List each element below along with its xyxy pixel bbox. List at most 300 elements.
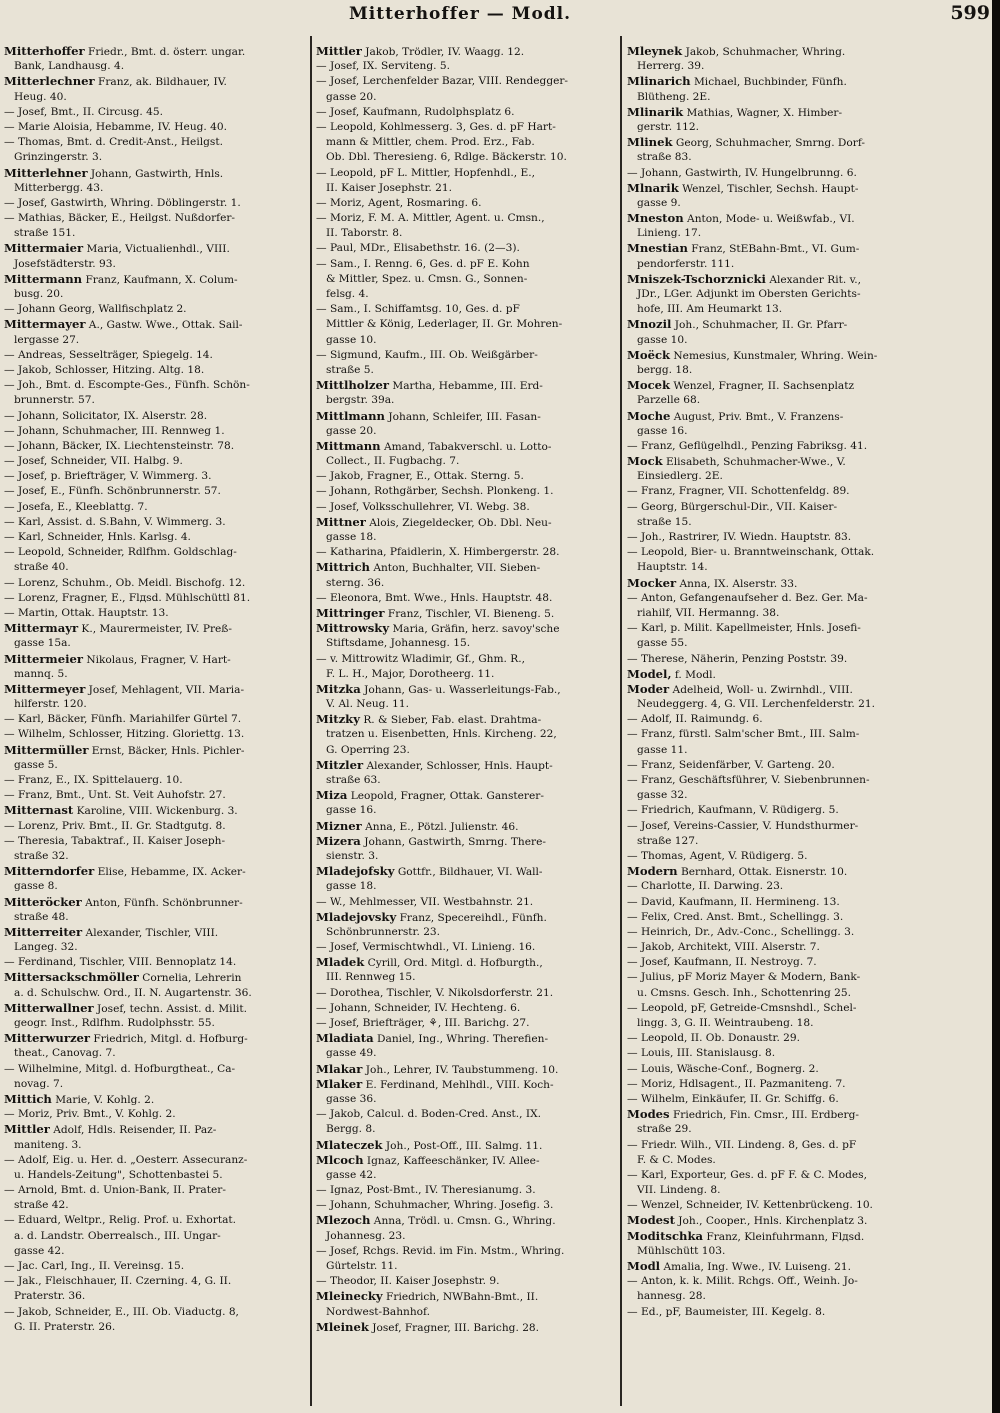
entry-text: — Joh., Rastrirer, IV. Wiedn. Hauptstr. 83. [627, 531, 852, 543]
entry-headword-line [316, 910, 620, 925]
entry-text: maniteng. 3. [14, 1138, 82, 1151]
surname-headword: Mittrowsky [316, 621, 390, 636]
entry-line [316, 697, 620, 712]
entry-line [316, 196, 620, 211]
entry-text: Cornelia, Lehrerin [138, 972, 242, 985]
entry-text: a. d. Landstr. Oberrealsch., III. Ungar- [14, 1229, 221, 1242]
entry-line [4, 530, 308, 545]
entry-line [627, 1244, 931, 1259]
entry-text: Ignaz, Kaffeeschänker, IV. Allee- [363, 1154, 540, 1167]
entry-text: II. Taborstr. 8. [326, 227, 403, 240]
entry-text: — Jakob, Architekt, VIII. Alserstr. 7. [627, 941, 820, 954]
entry-text: — Karl, Bäcker, Fünfh. Mariahilfer Gürtel 7. [4, 713, 242, 726]
entry-line [316, 636, 620, 651]
entry-line [627, 196, 931, 211]
entry-text: — Jakob, Schlosser, Hitzing. Altg. 18. [4, 363, 205, 376]
entry-text: — Sam., I. Schiffamtsg. 10, Ges. d. pF [316, 303, 520, 316]
entry-text: — Thomas, Bmt. d. Credit-Anst., Heilgst. [4, 136, 223, 149]
entry-headword-line [316, 439, 620, 454]
surname-headword: Moëck [627, 347, 671, 362]
entry-text: straße 127. [637, 834, 699, 847]
entry-text: — W., Mehlmesser, VII. Westbahnstr. 21. [316, 895, 534, 908]
entry-headword-line [4, 241, 308, 256]
entry-line [627, 743, 931, 758]
surname-headword: Miza [316, 788, 348, 803]
entry-line [316, 1107, 620, 1122]
entry-text: — Jakob, Fragner, E., Ottak. Sterng. 5. [316, 470, 524, 483]
entry-line [316, 150, 620, 165]
entry-line [4, 1320, 308, 1335]
entry-headword-line [627, 576, 931, 591]
entry-headword-line [627, 1229, 931, 1244]
entry-line [4, 1107, 308, 1122]
entry-line [4, 1244, 308, 1259]
entry-line [627, 849, 931, 864]
entry-text: gerstr. 112. [637, 120, 700, 133]
entry-line [4, 424, 308, 439]
entry-line [316, 333, 620, 348]
entry-line [4, 59, 308, 74]
surname-headword: Model, [627, 666, 672, 681]
entry-text: — Anton, Gefangenaufseher d. Bez. Ger. Ma- [627, 591, 868, 604]
entry-headword-line [4, 803, 308, 818]
entry-line [316, 1016, 620, 1031]
entry-line [4, 819, 308, 834]
entry-headword-line [316, 1031, 620, 1046]
entry-text: straße 63. [326, 774, 381, 786]
entry-headword-line [316, 682, 620, 697]
surname-headword: Mittler [4, 1122, 50, 1137]
entry-text: Leopold, Fragner, Ottak. Gansterer- [347, 790, 544, 803]
entry-text: — Josefa, E., Kleeblattg. 7. [4, 500, 148, 513]
entry-line [627, 1274, 931, 1289]
entry-line [627, 302, 931, 317]
entry-line [627, 895, 931, 910]
entry-headword-line [4, 1092, 308, 1107]
surname-headword: Modes [627, 1107, 670, 1122]
entry-text: Wenzel, Fragner, II. Sachsenplatz [670, 380, 855, 393]
entry-text: — Wilhelm, Einkäufer, II. Gr. Schiffg. 6. [627, 1092, 839, 1105]
entry-text: — Josef, E., Fünfh. Schönbrunnerstr. 57. [4, 485, 221, 498]
entry-text: Collect., II. Fugbachg. 7. [326, 455, 460, 468]
entry-text: lingg. 3, G. II. Weintraubeng. 18. [637, 1017, 814, 1029]
entry-text: — Leopold, Schneider, Rdlfhm. Goldschlag- [4, 546, 237, 559]
surname-headword: Mock [627, 454, 663, 469]
entry-line [316, 363, 620, 378]
entry-headword-line [627, 1107, 931, 1122]
entry-line [4, 1305, 308, 1320]
entry-text: — Franz, E., IX. Spittelauerg. 10. [4, 774, 183, 786]
entry-line [316, 970, 620, 985]
entry-text: theat., Canovag. 7. [14, 1047, 116, 1060]
entry-text: Josef, techn. Assist. d. Milit. [93, 1002, 247, 1015]
surname-headword: Mnestian [627, 241, 688, 256]
entry-headword-line [4, 895, 308, 910]
surname-headword: Mittermeyer [4, 681, 86, 696]
entry-text: straße 42. [14, 1199, 69, 1212]
entry-text: u. Cmsns. Gesch. Inh., Schottenring 25. [637, 986, 852, 999]
entry-text: — Thomas, Agent, V. Rüdigerg. 5. [627, 849, 808, 862]
entry-text: Jakob, Trödler, IV. Waagg. 12. [361, 46, 525, 58]
entry-text: Johann, Gas- u. Wasserleitungs-Fab., [360, 683, 561, 696]
entry-text: Johannesg. 23. [326, 1229, 406, 1242]
entry-text: Hauptstr. 14. [637, 561, 708, 574]
entry-headword-line [4, 925, 308, 940]
entry-headword-line [316, 1138, 620, 1153]
entry-headword-line [316, 606, 620, 621]
entry-text: a. d. Schulschw. Ord., II. N. Augartenstr. 36. [14, 986, 252, 999]
entry-text: — Johann, Schuhmacher, III. Rennweg 1. [4, 424, 225, 437]
entry-text: straße 151. [14, 227, 76, 240]
entry-line [316, 849, 620, 864]
entry-text: — Franz, Geschäftsführer, V. Siebenbrunnen- [627, 774, 870, 786]
entry-text: gasse 8. [14, 880, 58, 893]
entry-headword-line [4, 1031, 308, 1046]
entry-text: Franz, Tischler, VI. Bieneng. 5. [384, 607, 555, 620]
entry-text: — Eduard, Weltpr., Relig. Prof. u. Exhortat. [4, 1214, 237, 1227]
entry-line [627, 1046, 931, 1061]
entry-line [627, 879, 931, 894]
column-middle [316, 44, 620, 1404]
entry-line [316, 576, 620, 591]
entry-text: Mathias, Wagner, X. Himber- [683, 106, 843, 119]
entry-line [4, 1016, 308, 1031]
entry-text: — Franz, Seidenfärber, V. Garteng. 20. [627, 758, 835, 771]
entry-text: August, Priv. Bmt., V. Franzens- [670, 410, 844, 423]
entry-line [316, 986, 620, 1001]
entry-line [627, 120, 931, 135]
entry-text: F. L. H., Major, Dorotheerg. 11. [326, 667, 495, 680]
entry-text: u. Handels-Zeitung", Schottenbastei 5. [14, 1168, 223, 1181]
entry-text: — Marie Aloisia, Hebamme, IV. Heug. 40. [4, 120, 228, 133]
surname-headword: Mittersackschmöller [4, 970, 139, 985]
entry-line [316, 90, 620, 105]
entry-text: — Arnold, Bmt. d. Union-Bank, II. Prater- [4, 1184, 226, 1197]
entry-text: gasse 32. [637, 789, 688, 802]
entry-text: sienstr. 3. [326, 849, 379, 862]
entry-text: — Josef, Volksschullehrer, VI. Webg. 38. [316, 500, 530, 513]
entry-text: — Johann, Schuhmacher, Whring. Josefig. 3. [316, 1199, 554, 1212]
entry-headword-line [627, 378, 931, 393]
entry-line [316, 181, 620, 196]
entry-text: brunnerstr. 57. [14, 394, 95, 407]
entry-text: — Franz, Fragner, VII. Schottenfeldg. 89. [627, 485, 850, 498]
entry-line [627, 90, 931, 105]
entry-line [4, 636, 308, 651]
entry-text: straße 83. [637, 151, 692, 164]
entry-line [316, 59, 620, 74]
entry-text: — Joh., Bmt. d. Escompte-Ges., Fünfh. Schön- [4, 379, 250, 392]
entry-text: — Friedr. Wilh., VII. Lindeng. 8, Ges. d. pF [627, 1138, 857, 1151]
entry-text: hofe, III. Am Heumarkt 13. [637, 303, 783, 316]
entry-text: Jakob, Schuhmacher, Whring. [682, 46, 846, 58]
entry-headword-line [627, 105, 931, 120]
entry-headword-line [4, 74, 308, 89]
entry-line [316, 211, 620, 226]
entry-headword-line [316, 515, 620, 530]
entry-line [316, 879, 620, 894]
entry-line [4, 1213, 308, 1228]
entry-line [627, 530, 931, 545]
entry-text: Adolf, Hdls. Reisender, II. Paz- [49, 1124, 217, 1137]
entry-line [627, 1289, 931, 1304]
entry-text: III. Rennweg 15. [326, 971, 416, 984]
surname-headword: Mlinarich [627, 74, 691, 89]
entry-text: — Johann, Bäcker, IX. Liechtensteinstr. 78. [4, 439, 235, 452]
entry-line [627, 910, 931, 925]
entry-text: Anton, Buchhalter, VII. Sieben- [369, 562, 541, 575]
entry-line [316, 348, 620, 363]
entry-text: K., Maurermeister, IV. Preß- [78, 623, 232, 636]
entry-line [4, 120, 308, 135]
surname-headword: Mlinek [627, 135, 673, 150]
entry-text: Michael, Buchbinder, Fünfh. [690, 76, 847, 89]
entry-line [627, 606, 931, 621]
entry-headword-line [316, 955, 620, 970]
surname-headword: Modest [627, 1213, 675, 1228]
entry-text: Ob. Dbl. Theresieng. 6, Rdlge. Bäckerstr. 10. [326, 151, 567, 164]
entry-line [316, 105, 620, 120]
entry-line [316, 1046, 620, 1061]
entry-text: Einsiedlerg. 2E. [637, 470, 723, 483]
entry-line [627, 333, 931, 348]
column-rule [310, 36, 312, 1406]
entry-line [4, 834, 308, 849]
entry-line [4, 181, 308, 196]
surname-headword: Mlinarik [627, 104, 684, 119]
entry-line [316, 895, 620, 910]
entry-text: VII. Lindeng. 8. [637, 1184, 721, 1197]
entry-text: — Jakob, Calcul. d. Boden-Cred. Anst., IX. [316, 1108, 541, 1121]
entry-line [627, 439, 931, 454]
entry-line [627, 515, 931, 530]
entry-text: Bergg. 8. [326, 1123, 376, 1136]
entry-line [316, 317, 620, 332]
surname-headword: Mittler [316, 44, 362, 58]
surname-headword: Modern [627, 864, 678, 879]
entry-line [4, 257, 308, 272]
entry-text: gasse 20. [326, 424, 377, 437]
entry-line [316, 1259, 620, 1274]
entry-line [316, 469, 620, 484]
entry-text: Josef, Fragner, III. Barichg. 28. [368, 1321, 540, 1334]
entry-text: — Johann, Rothgärber, Sechsh. Plonkeng. 1. [316, 485, 554, 498]
entry-text: Heug. 40. [14, 90, 67, 103]
entry-headword-line [316, 1153, 620, 1168]
entry-text: — Theodor, II. Kaiser Josephstr. 9. [316, 1275, 500, 1288]
entry-line [627, 1305, 931, 1320]
surname-headword: Mittermayr [4, 621, 79, 636]
surname-headword: Mladejofsky [316, 864, 395, 879]
entry-line [316, 500, 620, 515]
entry-line [4, 439, 308, 454]
entry-text: Mittler & König, Lederlager, II. Gr. Mohren- [326, 318, 563, 331]
entry-line [4, 545, 308, 560]
entry-text: V. Al. Neug. 11. [326, 698, 410, 711]
entry-text: gasse 10. [637, 333, 688, 346]
surname-headword: Mittermüller [4, 742, 89, 757]
entry-text: Johann, Schleifer, III. Fasan- [385, 410, 541, 423]
entry-text: — Georg, Bürgerschul-Dir., VII. Kaiser- [627, 500, 838, 513]
entry-text: Joh., Cooper., Hnls. Kirchenplatz 3. [674, 1215, 868, 1228]
surname-headword: Mitzky [316, 712, 360, 727]
entry-text: — Eleonora, Bmt. Wwe., Hnls. Hauptstr. 48. [316, 591, 553, 604]
entry-line [627, 652, 931, 667]
entry-text: — Leopold, pF, Getreide-Cmsnshdl., Schel- [627, 1001, 857, 1014]
entry-text: — Adolf, Eig. u. Her. d. „Oesterr. Assecuranz- [4, 1153, 248, 1166]
entry-text: mann & Mittler, chem. Prod. Erz., Fab. [326, 136, 535, 149]
entry-line [4, 515, 308, 530]
entry-headword-line [627, 454, 931, 469]
entry-text: Elisabeth, Schuhmacher-Wwe., V. [662, 456, 846, 469]
surname-headword: Mittmann [316, 438, 381, 453]
entry-line [316, 652, 620, 667]
entry-line [316, 302, 620, 317]
entry-text: — Johann Georg, Wallfischplatz 2. [4, 303, 187, 316]
entry-text: Alexander Rit. v., [765, 273, 862, 286]
entry-line [627, 1092, 931, 1107]
entry-headword-line [316, 1320, 620, 1335]
running-header: Mitterhoffer — Modl. [348, 4, 572, 24]
entry-text: Friedrich, NWBahn-Bmt., II. [382, 1291, 539, 1304]
entry-text: straße 15. [637, 515, 692, 528]
entry-headword-line [316, 1289, 620, 1304]
entry-text: — Paul, MDr., Elisabethstr. 16. (2—3). [316, 242, 520, 255]
entry-headword-line [4, 272, 308, 287]
entry-text: Nordwest-Bahnhof. [326, 1305, 430, 1318]
surname-headword: Mittlholzer [316, 378, 389, 393]
entry-text: — Lorenz, Priv. Bmt., II. Gr. Stadtgutg. 8. [4, 819, 226, 832]
entry-text: — Franz, fürstl. Salm'scher Bmt., III. Salm- [627, 728, 860, 741]
entry-text: Joh., Schuhmacher, II. Gr. Pfarr- [671, 319, 848, 332]
entry-text: mannq. 5. [14, 667, 68, 680]
entry-text: gasse 16. [637, 424, 688, 437]
entry-headword-line [316, 621, 620, 636]
entry-text: riahilf, VII. Hermanng. 38. [637, 606, 780, 619]
entry-text: — Anton, k. k. Milit. Rchgs. Off., Weinh. Jo- [627, 1275, 858, 1288]
entry-text: Franz, Kaufmann, X. Colum- [82, 273, 238, 286]
entry-text: — Ignaz, Post-Bmt., IV. Theresianumg. 3. [316, 1184, 536, 1197]
entry-line [4, 363, 308, 378]
entry-text: Adelheid, Woll- u. Zwirnhdl., VIII. [669, 683, 853, 696]
entry-headword-line [316, 378, 620, 393]
surname-headword: Mittermayer [4, 317, 86, 332]
entry-text: gasse 9. [637, 196, 681, 209]
surname-headword: Moditschka [627, 1228, 703, 1243]
entry-headword-line [627, 864, 931, 879]
entry-text: gasse 11. [637, 743, 688, 756]
entry-line [4, 469, 308, 484]
entry-line [4, 348, 308, 363]
entry-line [627, 226, 931, 241]
entry-text: Maria, Victualienhdl., VIII. [83, 243, 230, 256]
entry-line [4, 788, 308, 803]
entry-line [4, 727, 308, 742]
entry-line [316, 1244, 620, 1259]
entry-text: — Karl, p. Milit. Kapellmeister, Hnls. Josefi- [627, 622, 861, 635]
surname-headword: Mleinek [316, 1319, 369, 1334]
entry-text: — Katharina, Pfaidlerin, X. Himbergerstr. 28. [316, 546, 560, 559]
surname-headword: Mniszek-Tschorznicki [627, 271, 766, 286]
entry-text: Johann, Gastwirth, Smrng. There- [360, 835, 546, 848]
entry-text: Stiftsdame, Johannesg. 15. [326, 637, 471, 650]
column-right [627, 44, 931, 1404]
entry-line [627, 545, 931, 560]
surname-headword: Mittner [316, 514, 366, 529]
entry-text: Nikolaus, Fragner, V. Hart- [82, 653, 231, 666]
entry-text: — Josef, Vereins-Cassier, V. Hundsthurmer- [627, 819, 859, 832]
entry-text: — Josef, p. Briefträger, V. Wimmerg. 3. [4, 470, 212, 483]
entry-text: — Mathias, Bäcker, E., Heilgst. Nußdorfer- [4, 212, 235, 225]
entry-line [627, 1153, 931, 1168]
entry-line [4, 1153, 308, 1168]
entry-line [4, 1077, 308, 1092]
entry-text: Joh., Post-Off., III. Salmg. 11. [382, 1139, 543, 1152]
entry-line [4, 90, 308, 105]
entry-line [4, 576, 308, 591]
entry-text: — Moriz, Priv. Bmt., V. Kohlg. 2. [4, 1108, 176, 1121]
entry-line [4, 454, 308, 469]
entry-text: R. & Sieber, Fab. elast. Drahtma- [359, 714, 542, 727]
entry-text: Anton, Fünfh. Schönbrunner- [81, 896, 243, 909]
entry-text: — Moriz, F. M. A. Mittler, Agent. u. Cmsn., [316, 212, 545, 225]
surname-headword: Mnozil [627, 317, 672, 332]
entry-text: Anton, Mode- u. Weißwfab., VI. [683, 213, 855, 226]
surname-headword: Mleinecky [316, 1289, 383, 1304]
entry-line [627, 257, 931, 272]
entry-text: — Johann, Schneider, IV. Hechteng. 6. [316, 1001, 521, 1014]
entry-text: — Karl, Exporteur, Ges. d. pF F. & C. Modes, [627, 1168, 867, 1181]
entry-line [316, 773, 620, 788]
surname-headword: Mittringer [316, 605, 385, 620]
entry-headword-line [316, 44, 620, 59]
entry-text: — Josef, Lerchenfelder Bazar, VIII. Rendegger- [316, 75, 569, 88]
entry-text: JDr., LGer. Adjunkt im Obersten Gerichts- [637, 288, 861, 300]
entry-headword-line [627, 667, 931, 682]
entry-line [4, 1229, 308, 1244]
surname-headword: Mizner [316, 818, 362, 833]
entry-line [627, 773, 931, 788]
entry-text: G. II. Praterstr. 26. [14, 1320, 116, 1333]
entry-text: — Moriz, Agent, Rosmaring. 6. [316, 196, 482, 209]
entry-text: Anna, E., Pötzl. Julienstr. 46. [361, 820, 519, 833]
entry-text: Josefstädterstr. 93. [14, 257, 116, 270]
entry-line [316, 166, 620, 181]
entry-text: — Felix, Cred. Anst. Bmt., Schellingg. 3. [627, 910, 844, 923]
entry-text: Praterstr. 36. [14, 1290, 86, 1303]
entry-headword-line [316, 758, 620, 773]
surname-headword: Moche [627, 408, 671, 423]
entry-text: Elise, Hebamme, IX. Acker- [94, 866, 246, 879]
surname-headword: Mittermann [4, 271, 83, 286]
entry-headword-line [4, 743, 308, 758]
entry-line [316, 743, 620, 758]
entry-text: — Josef, Kaufmann, II. Nestroyg. 7. [627, 956, 817, 969]
entry-text: — Adolf, II. Raimundg. 6. [627, 713, 763, 726]
entry-line [316, 484, 620, 499]
entry-text: Amalia, Ing. Wwe., IV. Luiseng. 21. [660, 1261, 851, 1273]
surname-headword: Mittlmann [316, 408, 385, 423]
entry-text: hilferstr. 120. [14, 698, 87, 711]
entry-text: Marie, V. Kohlg. 2. [51, 1093, 155, 1106]
entry-headword-line [316, 409, 620, 424]
surname-headword: Mittermeier [4, 651, 83, 666]
entry-line [4, 606, 308, 621]
entry-line [4, 196, 308, 211]
entry-text: F. & C. Modes. [637, 1153, 716, 1166]
entry-line [316, 545, 620, 560]
entry-text: gasse 20. [326, 90, 377, 103]
